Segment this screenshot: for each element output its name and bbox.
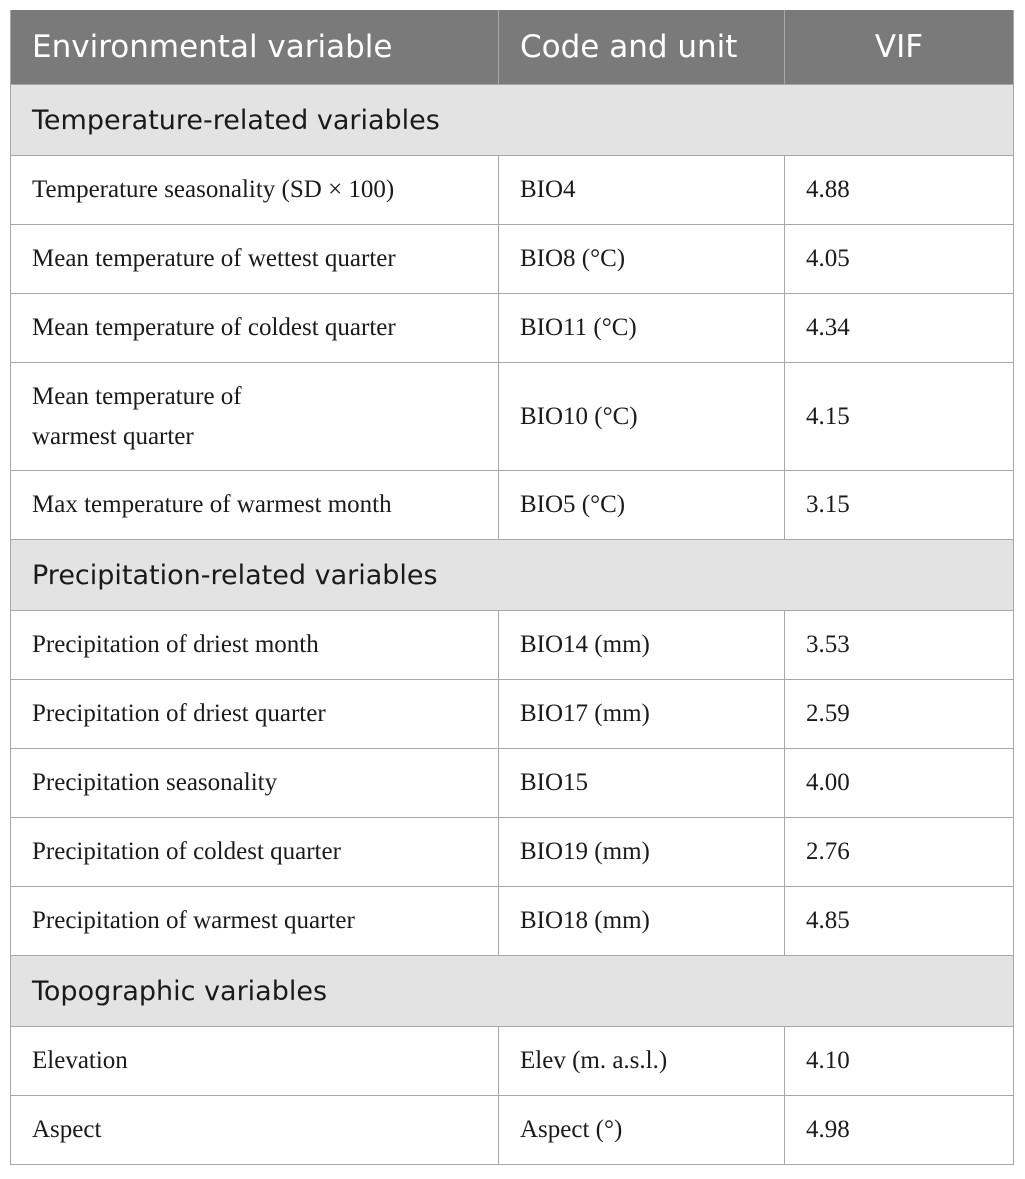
- table-row: [11, 818, 1014, 887]
- section-row-temperature: [11, 85, 1014, 156]
- header-code-and-unit: Code and unit: [499, 10, 785, 85]
- variable-cell: Precipitation of coldest quarter: [11, 818, 499, 887]
- header-vif: VIF: [785, 10, 1014, 85]
- vif-cell: 4.00: [785, 749, 1014, 818]
- variable-cell: Temperature seasonality (SD × 100): [11, 156, 499, 225]
- section-row-topographic: [11, 956, 1014, 1027]
- variable-cell: Precipitation of warmest quarter: [11, 887, 499, 956]
- vif-cell: 3.15: [785, 471, 1014, 540]
- variable-cell: Max temperature of warmest month: [11, 471, 499, 540]
- vif-cell: 4.88: [785, 156, 1014, 225]
- table-header-row: [11, 10, 1014, 85]
- header-environmental-variable: Environmental variable: [11, 10, 499, 85]
- variable-cell: Precipitation of driest month: [11, 611, 499, 680]
- vif-cell: 4.05: [785, 225, 1014, 294]
- code-cell: BIO11 (°C): [499, 294, 785, 363]
- vif-cell: 4.10: [785, 1027, 1014, 1096]
- table-row: [11, 1027, 1014, 1096]
- table-row: [11, 749, 1014, 818]
- section-title: Topographic variables: [11, 956, 1014, 1027]
- table-row: [11, 363, 1014, 471]
- code-cell: Elev (m. a.s.l.): [499, 1027, 785, 1096]
- variable-cell: Elevation: [11, 1027, 499, 1096]
- vif-cell: 3.53: [785, 611, 1014, 680]
- code-cell: BIO10 (°C): [499, 363, 785, 471]
- table-row: [11, 887, 1014, 956]
- table-row: [11, 471, 1014, 540]
- section-title: Precipitation-related variables: [11, 540, 1014, 611]
- variable-cell: [11, 363, 499, 471]
- vif-cell: 4.85: [785, 887, 1014, 956]
- code-cell: Aspect (°): [499, 1096, 785, 1165]
- section-row-precipitation: [11, 540, 1014, 611]
- vif-cell: 4.98: [785, 1096, 1014, 1165]
- variable-cell: Precipitation of driest quarter: [11, 680, 499, 749]
- code-cell: BIO5 (°C): [499, 471, 785, 540]
- code-cell: BIO17 (mm): [499, 680, 785, 749]
- variable-cell: Mean temperature of wettest quarter: [11, 225, 499, 294]
- table-row: [11, 225, 1014, 294]
- code-cell: BIO14 (mm): [499, 611, 785, 680]
- vif-table: [10, 10, 1014, 1165]
- code-cell: BIO4: [499, 156, 785, 225]
- variable-cell: Precipitation seasonality: [11, 749, 499, 818]
- code-cell: BIO15: [499, 749, 785, 818]
- vif-cell: 2.59: [785, 680, 1014, 749]
- table-row: [11, 680, 1014, 749]
- table-row: [11, 294, 1014, 363]
- vif-cell: 2.76: [785, 818, 1014, 887]
- code-cell: BIO18 (mm): [499, 887, 785, 956]
- variable-cell: Aspect: [11, 1096, 499, 1165]
- code-cell: BIO8 (°C): [499, 225, 785, 294]
- vif-cell: 4.34: [785, 294, 1014, 363]
- vif-cell: 4.15: [785, 363, 1014, 471]
- table-row: [11, 156, 1014, 225]
- section-title: Temperature-related variables: [11, 85, 1014, 156]
- code-cell: BIO19 (mm): [499, 818, 785, 887]
- table-row: [11, 611, 1014, 680]
- variable-text: Mean temperature of warmest quarter: [32, 382, 242, 450]
- variable-cell: Mean temperature of coldest quarter: [11, 294, 499, 363]
- table-row: [11, 1096, 1014, 1165]
